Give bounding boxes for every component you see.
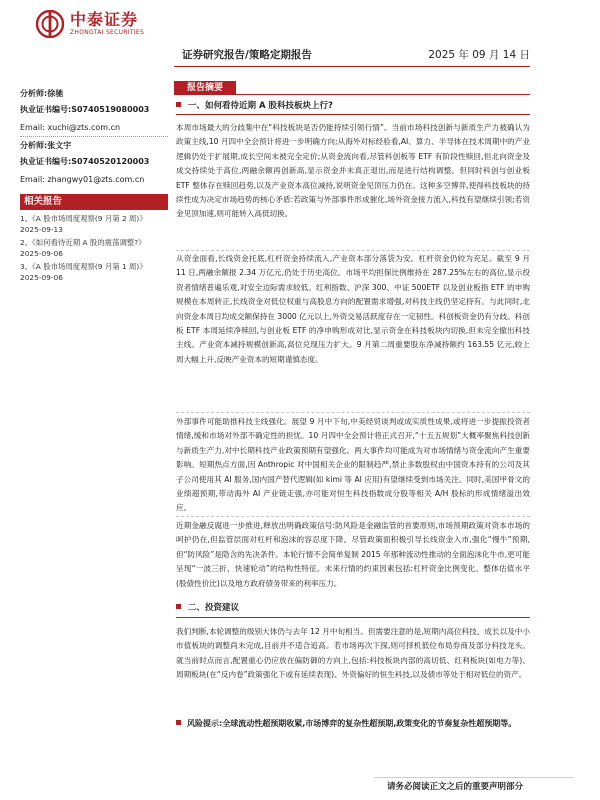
section-1-paragraph: 从资金面看,长线资金托底,杠杆资金持续流入,产业资本部分落袋为安。杠杆资金仍较为充足。截至 9 月 11 日,两融余额报 2.34 万亿元,仍处于历史高位。市场平均担保比例维持在 287.25%左右的高位,显示投资者情绪普遍乐观,对安全边际需求较低。红利指数、沪深 300、中证 500ETF 以及创业板指 ETF 的申购规模在本周转正,长线资金对低位权重与高股息方向的配置需求增强,对科技主线仍坚定持有。与此同时,北向资金本周日均成交额保持在 3000 亿元以上,外资交易活跃度存在一定韧性。科创板资金仍有分歧。科创板 ETF 本周延续净赎回,与创业板 ETF 的净申购形成对比,显示资金在科技板块内切换,但未完全撤出科技主线。产业资本减持规模创新高,高位兑现压力扩大。9 月第二周重要股东净减持额约 163.55 亿元,较上周大幅上升,反映产业资本的短期谨慎态度。 [176, 254, 530, 364]
footer-disclaimer[interactable]: 请务必阅读正文之后的重要声明部分 [387, 782, 524, 792]
related-report-item[interactable] [20, 261, 170, 283]
logo-name-cn: 中泰证券 [70, 10, 139, 29]
report-type: 证券研究报告/策略定期报告 [182, 49, 312, 61]
related-report-item[interactable] [20, 213, 170, 235]
report-date: 2025 年 09 月 14 日 [428, 49, 530, 61]
cert-label: 执业证书编号: [20, 105, 72, 114]
section-1-paragraph: 本周市场最大的分歧集中在“科技板块是否仍能持续引领行情”。当前市场科技创新与新质生产力被确认为政策主线,10 月四中全会预计将进一步明确方向;从海外对标经验看,AI、算力、半导体在技术周期中的产业逻辑仍处于扩展期,成长空间未被完全定价;从资金流向看,尽管科创板等 ETF 有阶段性赎回,但北向资金及成交持续处于高位,两融余额再创新高,显示资金并未真正退出,而是进行结构调整。但同时科创与创业板 ETF 整体存在赎回趋势,以及产业资本高位减持,说明资金见顶压力仍在。这种多空博弈,使得科技板块的持续性成为决定市场趋势的核心矛盾:若政策与外部事件形成催化,场外资金接力流入,科技有望继续引领;若资金见顶加速,则可能转入高低切换。 [176, 123, 530, 219]
report-header [174, 47, 530, 61]
cert-label: 执业证书编号: [20, 157, 72, 166]
section-1-divider [176, 114, 530, 115]
section-marker-icon [176, 720, 181, 725]
analyst-1-email [20, 122, 120, 134]
analyst-name: 徐驰 [47, 89, 64, 98]
header-divider [174, 66, 530, 67]
analyst-name: 张文宇 [47, 141, 72, 150]
cert-number: S0740520120003 [71, 157, 150, 166]
zhongtai-logo-icon [36, 10, 64, 38]
cert-number: S0740519080003 [71, 105, 150, 114]
email-label: Email: [20, 175, 45, 184]
section-marker-icon [176, 102, 181, 107]
section-1-title [176, 99, 333, 111]
email-link[interactable]: zhangwy01@zts.com.cn [47, 175, 145, 184]
section-2-paragraph: 我们判断,本轮调整的级别大体仍与去年 12 月中旬相当。但需要注意的是,短期内高位科技、成长以及中小市值板块的调整尚未完成,目前并不适合追高。若市场再次下探,则可择机低位布局券商及部分科技龙头。就当前时点而言,配置重心仍应放在偏防御的方向上,包括:科技板块内部的高切低、红利板块(如电力等)、周期板块(在“反内卷”政策强化下或有延续表现)、外资偏好的恒生科技,以及债市等处于相对低位的资产。 [176, 627, 530, 680]
analyst-1-cert [20, 104, 149, 116]
section-1-paragraph: 近期金融反腐进一步推进,释放出明确政策信号:防风险是金融监管的首要原则,市场预期政策对资本市场的呵护仍在,但监管层面对杠杆和泡沫的容忍度下降。尽管政策面积极引导长线资金入市,强化“慢牛”预期,但“防风险”是隐含的先决条件。本轮行情不会简单复制 2015 年那种流动性推动的全面泡沫化牛市,更可能呈现“一波三折、快速轮动”的结构性特征。未来行情的约束因素包括:杠杆资金比例变化、整体估值水平(股债性价比)以及地方政府债务带来的利率压力。 [176, 521, 530, 588]
company-logo [36, 6, 186, 42]
section-title-text: 一、如何看待近期 A 股科技板块上行? [188, 101, 333, 111]
related-report-date: 2025-09-06 [20, 273, 63, 282]
related-report-item[interactable] [20, 237, 170, 259]
section-title-text: 二、投资建议 [188, 603, 240, 613]
summary-divider [236, 94, 530, 95]
footer-divider [374, 777, 574, 778]
risk-label: 风险提示: [187, 719, 223, 728]
email-link[interactable]: xuchi@zts.com.cn [47, 123, 121, 132]
risk-text: 全球流动性超预期收紧,市场博弈的复杂性超预期,政策变化的节奏复杂性超预期等。 [222, 719, 517, 728]
analyst-2 [20, 140, 71, 152]
summary-tag: 报告摘要 [174, 81, 236, 95]
analyst-2-email [20, 174, 144, 186]
related-report-title[interactable]: 1、《A 股市场周度观察(9 月第 2 周)》 [20, 214, 147, 223]
section-1-paragraph: 外部事件可能助推科技主线强化。展望 9 月中下旬,中美经贸谈判或成实质性成果,或将进一步提振投资者情绪,缓和市场对外部不确定性的担忧。10 月四中全会预计将正式召开,“十五五规划”大概率聚焦科技创新与新质生产力,对中长期科技产业政策预期有望强化。两大事件均可能成为对市场情绪与资金流向产生重要影响。短期热点方面,因 Anthropic 对中国相关企业的限制趋严,禁止多数股权由中国资本持有的公司及其子公司使用其 AI 服务,国内国产替代逻辑(如 kimi 等 AI 应用)有望继续受到市场关注。同时,美国甲骨文的业绩超预期,带动海外 AI 产业链走强,亦可能对恒生科技指数成分股等相关 A/H 股标的形成情绪溢出效应。 [176, 417, 530, 513]
related-report-title[interactable]: 3、《A 股市场周度观察(9 月第 1 周)》 [20, 262, 147, 271]
analyst-1 [20, 88, 63, 100]
paragraph-divider [176, 250, 530, 251]
analyst-2-cert [20, 156, 149, 168]
logo-name-en: ZHONGTAI SECURITIES [70, 29, 145, 36]
related-reports-heading: 相关报告 [20, 194, 168, 210]
paragraph-divider [176, 412, 530, 413]
sidebar-divider [20, 136, 168, 137]
email-label: Email: [20, 123, 45, 132]
analyst-label: 分析师: [20, 141, 48, 150]
analyst-label: 分析师: [20, 89, 48, 98]
section-2-divider [176, 617, 530, 618]
related-report-date: 2025-09-06 [20, 249, 63, 258]
paragraph-divider [176, 516, 530, 517]
section-marker-icon [176, 604, 181, 609]
section-2-title [176, 601, 239, 613]
risk-warning [176, 717, 530, 731]
related-report-title[interactable]: 2、《如何看待近期 A 股的震荡调整?》 [20, 238, 146, 247]
related-report-date: 2025-09-13 [20, 225, 63, 234]
